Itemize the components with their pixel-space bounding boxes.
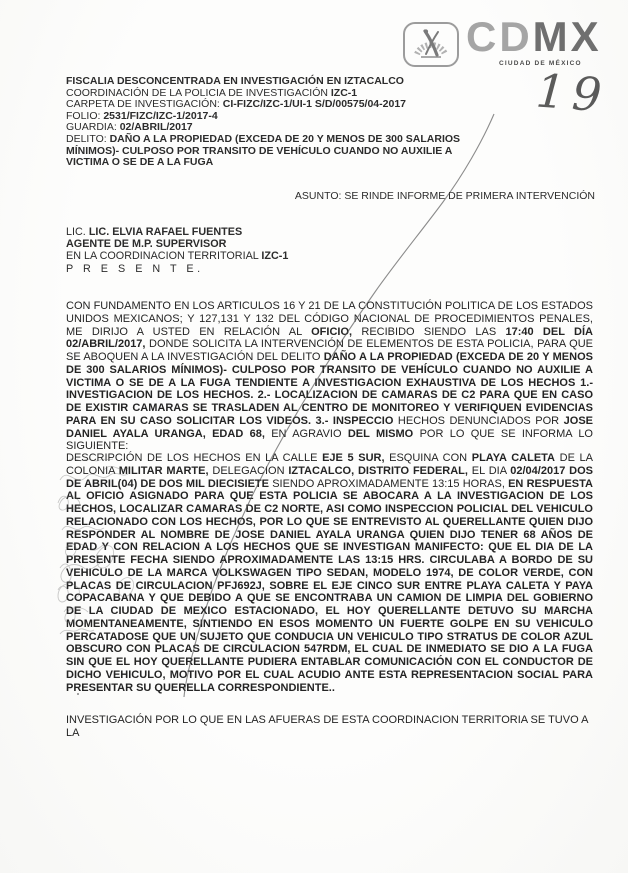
cdmx-eagle-emblem-icon bbox=[403, 22, 459, 67]
body-paragraph-fundamento: CON FUNDAMENTO EN LOS ARTICULOS 16 Y 21 DE LA CONSTITUCIÓN POLITICA DE LOS ESTADOS UNIDOS MEXICANOS; Y 127,131 Y 132 DEL CÓDIGO NACIONAL DE PROCEDIMIENTOS PENALES, ME DIRIJO A USTED EN RELACIÓN AL OFICIO, RECIBIDO SIENDO LAS 17:40 DEL DÍA 02/ABRIL/2017, DONDE SOLICITA LA INTERVENCIÓN DE ELEMENTOS DE ESTA POLICIA, PARA QUE SE ABOQUEN A LA INVESTIGACIÓN DEL DELITO DAÑO A LA PROPIEDAD (EXCEDA DE 20 Y MENOS DE 300 SALARIOS MÍNIMOS)- CULPOSO POR TRANSITO DE VEHÍCULO CUANDO NO AUXILIE A VICTIMA O SE DE A LA FUGA TENDIENTE A INVESTIGACION EXHAUSTIVA DE LOS HECHOS 1.- INVESTIGACION DE LOS HECHOS. 2.- LOCALIZACION DE CAMARAS DE C2 PARA QUE EN CASO DE EXISTIR CAMARAS SE TRASLADEN AL CENTRO DE MONITOREO Y VERIFIQUEN EVIDENCIAS PARA EN SU CASO SOLICITAR LOS VIDEOS. 3.- INSPECCIO HECHOS DENUNCIADOS POR JOSE DANIEL AYALA URANGA, EDAD 68, EN AGRAVIO DEL MISMO POR LO QUE SE INFORMA LO SIGUIENTE: bbox=[66, 300, 593, 453]
letterhead-coordination-line: COORDINACIÓN DE LA POLICIA DE INVESTIGACIÓN IZC-1 bbox=[66, 86, 358, 99]
cdmx-wordmark-cd: CD bbox=[466, 13, 533, 60]
letterhead-office-line: FISCALIA DESCONCENTRADA EN INVESTIGACIÓN EN IZTACALCO bbox=[66, 75, 404, 87]
handwritten-page-number: 19 bbox=[534, 63, 611, 123]
cdmx-tagline: CIUDAD DE MÉXICO bbox=[499, 60, 582, 67]
asunto-line: ASUNTO: SE RINDE INFORME DE PRIMERA INTERVENCIÓN bbox=[294, 190, 595, 202]
letterhead-guardia-line: GUARDIA: 02/ABRIL/2017 bbox=[66, 121, 193, 134]
cdmx-wordmark-mx: MX bbox=[532, 13, 602, 60]
letterhead-delito-line: DELITO: DAÑO A LA PROPIEDAD (EXCEDA DE 20 Y MENOS DE 300 SALARIOS MÍNIMOS)- CULPOSO POR TRANSITO DE VEHÍCULO CUANDO NO AUXILIE A VICTIMA O SE DE A LA FUGA bbox=[66, 132, 461, 169]
addressee-presente: P R E S E N T E. bbox=[66, 262, 204, 275]
body-paragraph-descripcion: DESCRIPCIÓN DE LOS HECHOS EN LA CALLE EJE 5 SUR, ESQUINA CON PLAYA CALETA DE LA COLONIA MILITAR MARTE, DELEGACION IZTACALCO, DISTRITO FEDERAL, EL DIA 02/04/2017 DOS DE ABRIL(04) DE DOS MIL DIECISIETE SIENDO APROXIMADAMENTE 13:15 HORAS, EN RESPUESTA AL OFICIO ASIGNADO PARA QUE ESTA POLICIA SE ABOCARA A LA INVESTIGACION DE LOS HECHOS, LOCALIZAR CAMARAS DE C2 NORTE, ASI COMO INSPECCION POLICIAL DEL VEHICULO RELACIONADO CON LOS HECHOS, POR LO QUE SE ENTREVISTO AL QUERELLANTE QUIEN DIJO RESPONDER AL NOMBRE DE JOSE DANIEL AYALA URANGA QUIEN DIJO TENER 68 AÑOS DE EDAD Y CON RELACION A LOS HECHOS QUE SE INVESTIGAN MANIFECTO: QUE EL DIA DE LA PRESENTE FECHA SIENDO APROXIMADAMENTE LAS 13:15 HRS. CIRCULABA A BORDO DE SU VEHICULO DE LA MARCA VOLKSWAGEN TIPO SEDAN, MODELO 1974, DE COLOR VERDE, CON PLACAS DE CIRCULACION PFJ692J, SOBRE EL EJE CINCO SUR ENTRE PLAYA CALETA Y PAYA COPACABANA Y QUE DEBIDO A QUE SE ENCONTRABA UN CAMION DE LIMPIA DEL GOBIERNO DE LA CIUDAD DE MEXICO ESTACIONADO, EL HOY QUERELLANTE DETUVO SU MARCHA MOMENTANEAMENTE, SINTIENDO EN ESOS MOMENTO UN FUERTE GOLPE EN SU VEHICULO PERCATADOSE QUE UN SUJETO QUE CONDUCIA UN VEHICULO TIPO STRATUS DE COLOR AZUL OBSCURO CON PLACAS DE CIRCULACION 547RDM, EL CUAL DE INMEDIATO SE DIO A LA FUGA SIN QUE EL HOY QUERELLANTE PUDIERA ENTABLAR COMUNICACIÓN CON EL CONDUCTOR DE DICHO VEHICULO, MOTIVO POR EL CUAL ACUDIO ANTE ESTA REPRESENTACION SOCIAL PARA PRESENTAR SU QUERELLA CORRESPONDIENTE.. bbox=[66, 452, 593, 694]
addressee-coordination: EN LA COORDINACION TERRITORIAL IZC-1 bbox=[66, 250, 289, 263]
addressee-name: LIC. LIC. ELVIA RAFAEL FUENTES bbox=[66, 226, 243, 238]
body-paragraph-investigacion: INVESTIGACIÓN POR LO QUE EN LAS AFUERAS DE ESTA COORDINACION TERRITORIA SE TUVO A LA bbox=[66, 714, 588, 739]
letterhead-folio-line: FOLIO: 2531/FIZC/IZC-1/2017-4 bbox=[66, 109, 218, 122]
letterhead bbox=[66, 76, 490, 169]
letterhead-carpeta-line: CARPETA DE INVESTIGACIÓN: CI-FIZC/IZC-1/UI-1 S/D/00575/04-2017 bbox=[66, 98, 406, 111]
addressee-block bbox=[66, 226, 396, 275]
cdmx-wordmark bbox=[466, 14, 626, 60]
addressee-title: AGENTE DE M.P. SUPERVISOR bbox=[66, 238, 227, 251]
